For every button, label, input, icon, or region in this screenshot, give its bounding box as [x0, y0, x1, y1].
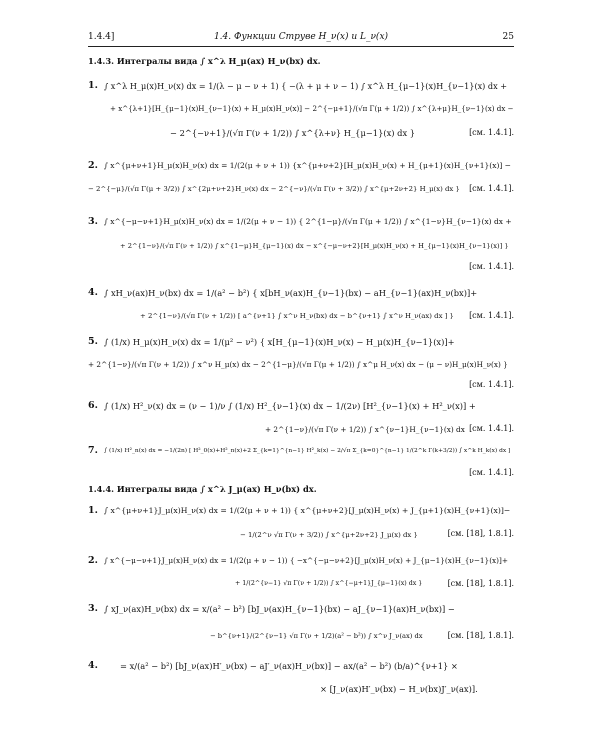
formula-line: − 2^{−μ}/(√π Γ(μ + 3/2)) ∫ x^{2μ+ν+2}H_ν(x) dx − 2^{−ν}/(√π Γ(ν + 3/2)) ∫ x^{μ+2ν+2} H_μ(x) dx }: [88, 185, 460, 193]
formula-number: 4.: [88, 287, 98, 298]
formula-line: ∫ (1/x) H²_ν(x) dx = (ν − 1)/ν ∫ (1/x) H²_{ν−1}(x) dx − 1/(2ν) [H²_{ν−1}(x) + H²_ν(x)] +: [104, 401, 476, 411]
formula-number: 7.: [88, 445, 98, 456]
formula-number: 1.: [88, 80, 98, 91]
reference: [см. [18], 1.8.1].: [447, 631, 514, 640]
formula-number: 1.: [88, 505, 98, 516]
reference: [см. 1.4.1].: [469, 424, 514, 433]
formula-line: ∫ x^λ H_μ(x)H_ν(x) dx = 1/(λ − μ − ν + 1) { −(λ + μ + ν − 1) ∫ x^λ H_{μ−1}(x)H_{ν−1}(x) dx +: [104, 81, 507, 91]
formula-line: ∫ xJ_ν(ax)H_ν(bx) dx = x/(a² − b²) [bJ_ν(ax)H_{ν−1}(bx) − aJ_{ν−1}(ax)H_ν(bx)] −: [104, 604, 455, 614]
formula-line: ∫ (1/x) H²_n(x) dx = −1/(2n) [ H²_0(x)+H²_n(x)+2 Σ_{k=1}^{n−1} H²_k(x) − 2/√π Σ_{k=0}^{n−1} 1/(2^k Γ(k+3/2)) ∫ x^k H_k(x) dx ]: [104, 448, 511, 454]
formula-line: ∫ x^{−μ−ν+1}H_μ(x)H_ν(x) dx = 1/(2(μ + ν − 1)) { 2^{1−μ}/(√π Γ(μ + 1/2)) ∫ x^{1−ν}H_{ν−1}(x) dx +: [104, 217, 512, 226]
formula-line: + x^{λ+1}[H_{μ−1}(x)H_{ν−1}(x) + H_μ(x)H_ν(x)] − 2^{−μ+1}/(√π Γ(μ + 1/2)) ∫ x^{λ+μ}H_{ν−1}(x) dx −: [110, 104, 514, 113]
formula-number: 2.: [88, 555, 98, 566]
formula-line: + 2^{1−ν}/(√π Γ(ν + 1/2)) ∫ x^{ν−1}H_{ν−1}(x) dx: [265, 425, 465, 434]
formula-line: ∫ x^{μ+ν+1}H_μ(x)H_ν(x) dx = 1/(2(μ + ν + 1)) {x^{μ+ν+2}[H_μ(x)H_ν(x) + H_{μ+1}(x)H_{ν+1}(x)] −: [104, 161, 511, 170]
header-rule: [88, 46, 514, 47]
section-title: 1.4.3. Интегралы вида ∫ x^λ H_μ(ax) H_ν(bx) dx.: [88, 56, 321, 66]
formula-number: 4.: [88, 660, 98, 671]
formula-number: 5.: [88, 336, 98, 347]
formula-line: = x/(a² − b²) [bJ_ν(ax)H′_ν(bx) − aJ′_ν(ax)H_ν(bx)] − ax/(a² − b²) (b/a)^{ν+1} ×: [120, 661, 458, 671]
formula-line: − 2^{−ν+1}/(√π Γ(ν + 1/2)) ∫ x^{λ+ν} H_{μ−1}(x) dx }: [170, 128, 416, 138]
formula-number: 3.: [88, 216, 98, 227]
reference: [см. 1.4.1].: [469, 468, 514, 477]
formula-number: 3.: [88, 603, 98, 614]
header-title: 1.4. Функции Струве H_ν(x) и L_ν(x): [213, 32, 389, 42]
formula-line: ∫ xH_ν(ax)H_ν(bx) dx = 1/(a² − b²) { x[bH_ν(ax)H_{ν−1}(bx) − aH_{ν−1}(ax)H_ν(bx)]+: [104, 288, 478, 298]
formula-line: + 2^{1−ν}/(√π Γ(ν + 1/2)) ∫ x^ν H_μ(x) dx − 2^{1−μ}/(√π Γ(μ + 1/2)) ∫ x^μ H_ν(x) dx − (μ − ν)H_μ(x)H_ν(x) }: [88, 360, 508, 369]
formula-line: ∫ (1/x) H_μ(x)H_ν(x) dx = 1/(μ² − ν²) { x[H_{μ−1}(x)H_ν(x) − H_μ(x)H_{ν−1}(x)]+: [104, 337, 455, 347]
reference: [см. 1.4.1].: [469, 128, 514, 137]
formula-number: 2.: [88, 160, 98, 171]
formula-line: + 2^{1−ν}/(√π Γ(ν + 1/2)) [ a^{ν+1} ∫ x^ν H_ν(bx) dx − b^{ν+1} ∫ x^ν H_ν(ax) dx ] }: [140, 312, 454, 320]
formula-line: ∫ x^{−μ−ν+1}J_μ(x)H_ν(x) dx = 1/(2(μ + ν − 1)) { −x^{−μ−ν+2}[J_μ(x)H_ν(x) + J_{μ−1}(x)H_{ν−1}(x)]+: [104, 556, 508, 565]
formula-line: − 1/(2^ν √π Γ(ν + 3/2)) ∫ x^{μ+2ν+2} J_μ(x) dx }: [240, 531, 418, 539]
reference: [см. 1.4.1].: [469, 380, 514, 389]
formula-line: + 1/(2^{ν−1} √π Γ(ν + 1/2)) ∫ x^{−μ+1}J_{μ−1}(x) dx }: [235, 580, 423, 587]
reference: [см. 1.4.1].: [469, 311, 514, 320]
reference: [см. 1.4.1].: [469, 184, 514, 193]
reference: [см. [18], 1.8.1].: [447, 529, 514, 538]
formula-line: + 2^{1−ν}/(√π Γ(ν + 1/2)) ∫ x^{1−μ}H_{μ−1}(x) dx − x^{−μ−ν+2}[H_μ(x)H_ν(x) + H_{μ−1}(x)H_{ν−1}(x)] }: [120, 242, 509, 250]
formula-line: ∫ x^{μ+ν+1}J_μ(x)H_ν(x) dx = 1/(2(μ + ν + 1)) { x^{μ+ν+2}[J_μ(x)H_ν(x) + J_{μ+1}(x)H_{ν+1}(x)]−: [104, 506, 511, 515]
reference: [см. [18], 1.8.1].: [447, 579, 514, 588]
formula-line: × [J_ν(ax)H′_ν(bx) − H_ν(bx)J′_ν(ax)].: [320, 684, 478, 694]
section-title: 1.4.4. Интегралы вида ∫ x^λ J_μ(ax) H_ν(bx) dx.: [88, 484, 317, 494]
formula-number: 6.: [88, 400, 98, 411]
formula-line: − b^{ν+1}/(2^{ν−1} √π Γ(ν + 1/2)(a² − b²)) ∫ x^ν J_ν(ax) dx: [210, 632, 423, 640]
header-section-number: 1.4.4]: [88, 32, 115, 42]
header-page-number: 25: [502, 32, 514, 42]
reference: [см. 1.4.1].: [469, 262, 514, 271]
page-header: [88, 30, 514, 46]
